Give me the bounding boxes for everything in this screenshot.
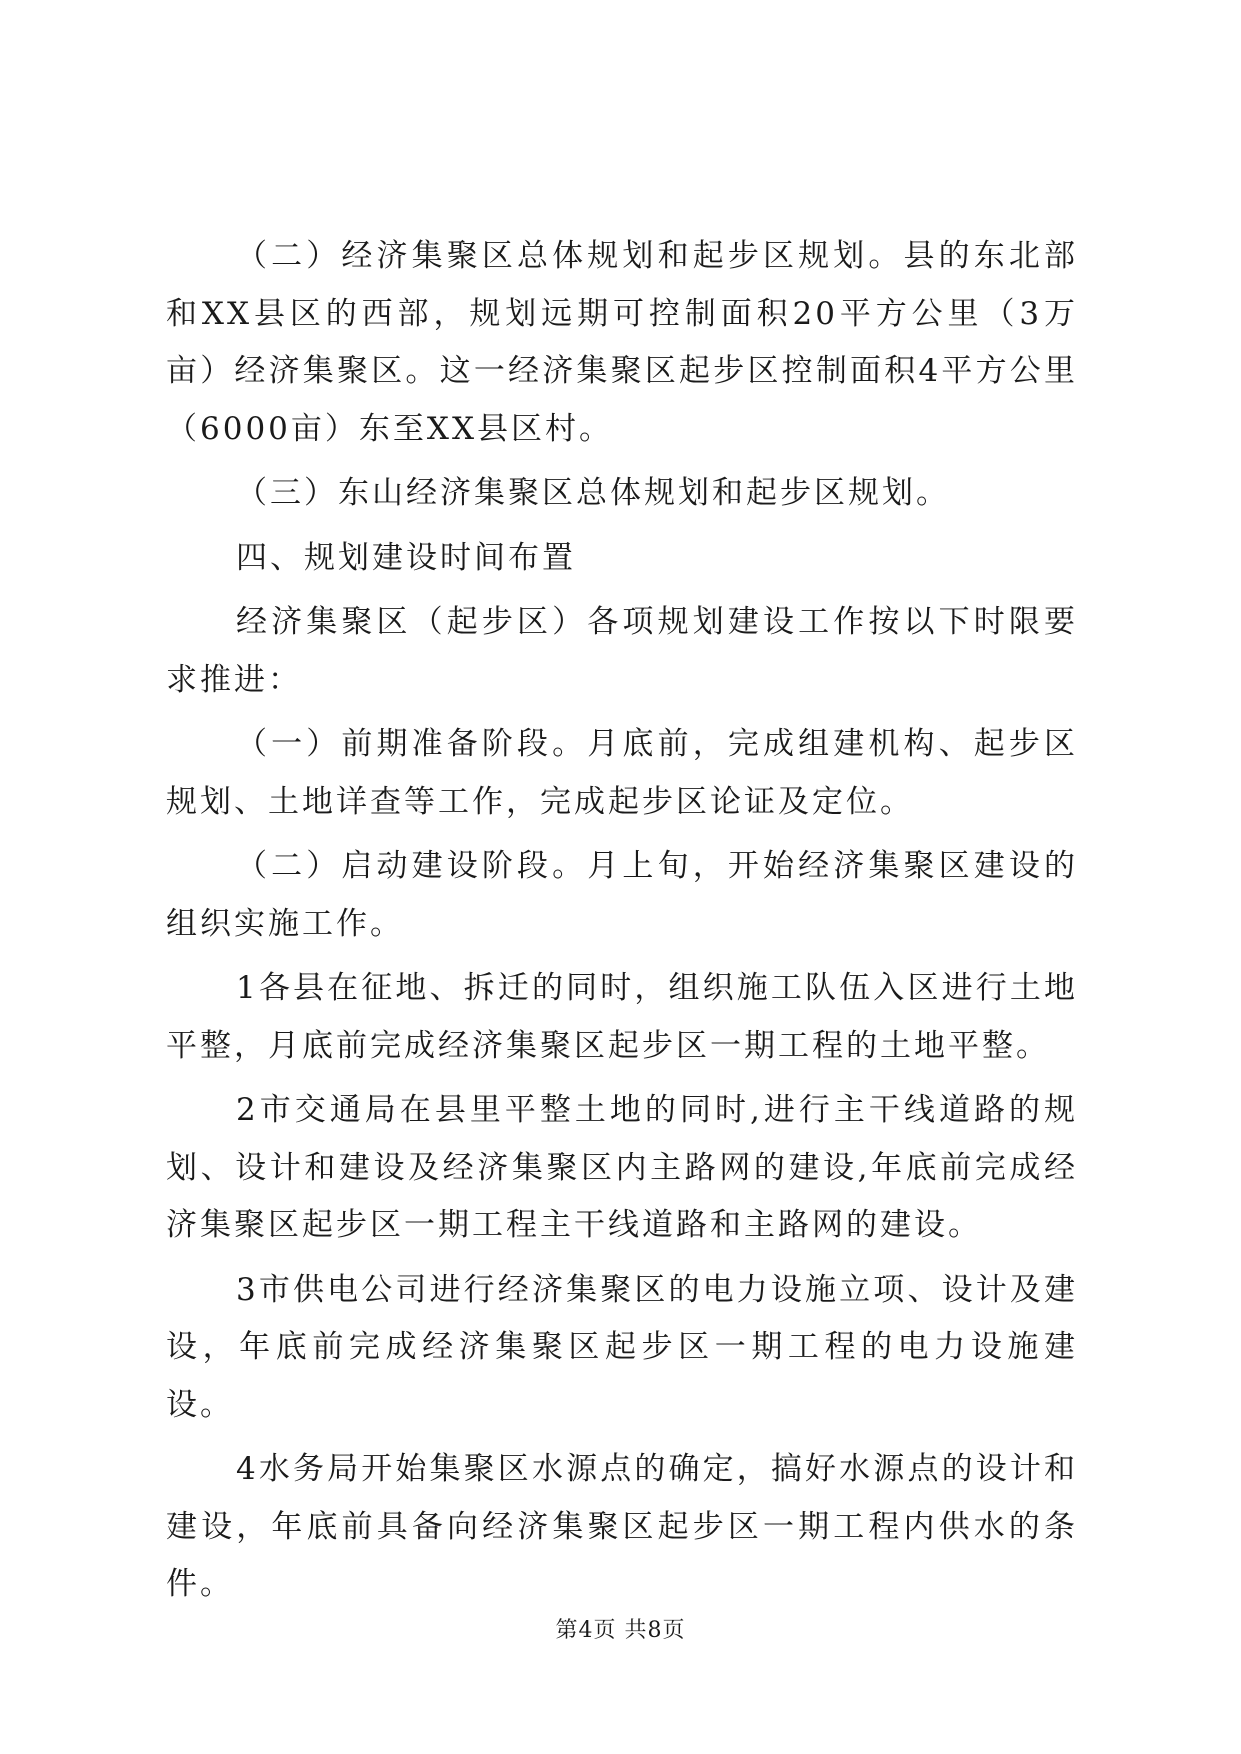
list-item: 1各县在征地、拆迁的同时，组织施工队伍入区进行土地平整，月底前完成经济集聚区起步区一期工程的土地平整。 bbox=[166, 970, 1078, 1064]
list-item: 2市交通局在县里平整土地的同时,进行主干线道路的规划、设计和建设及经济集聚区内主路网的建设,年底前完成经济集聚区起步区一期工程主干线道路和主路网的建设。 bbox=[166, 1092, 1078, 1243]
paragraph: （二）启动建设阶段。月上旬，开始经济集聚区建设的组织实施工作。 bbox=[166, 848, 1078, 942]
list-item: 4水务局开始集聚区水源点的确定，搞好水源点的设计和建设，年底前具备向经济集聚区起步区一期工程内供水的条件。 bbox=[166, 1451, 1078, 1602]
paragraph: （二）经济集聚区总体规划和起步区规划。县的东北部和XX县区的西部，规划远期可控制面积20平方公里（3万亩）经济集聚区。这一经济集聚区起步区控制面积4平方公里（6000亩）东至XX县区村。 bbox=[166, 238, 1078, 447]
list-item: 3市供电公司进行经济集聚区的电力设施立项、设计及建设，年底前完成经济集聚区起步区一期工程的电力设施建设。 bbox=[166, 1271, 1078, 1423]
document-body bbox=[166, 228, 1078, 1621]
page-number-footer: 第4页 共8页 bbox=[555, 1618, 686, 1643]
paragraph: 经济集聚区（起步区）各项规划建设工作按以下时限要求推进： bbox=[166, 604, 1078, 698]
paragraph: （三）东山经济集聚区总体规划和起步区规划。 bbox=[236, 475, 950, 511]
paragraph: （一）前期准备阶段。月底前，完成组建机构、起步区规划、土地详查等工作，完成起步区论证及定位。 bbox=[166, 726, 1078, 820]
section-heading: 四、规划建设时间布置 bbox=[236, 539, 576, 576]
